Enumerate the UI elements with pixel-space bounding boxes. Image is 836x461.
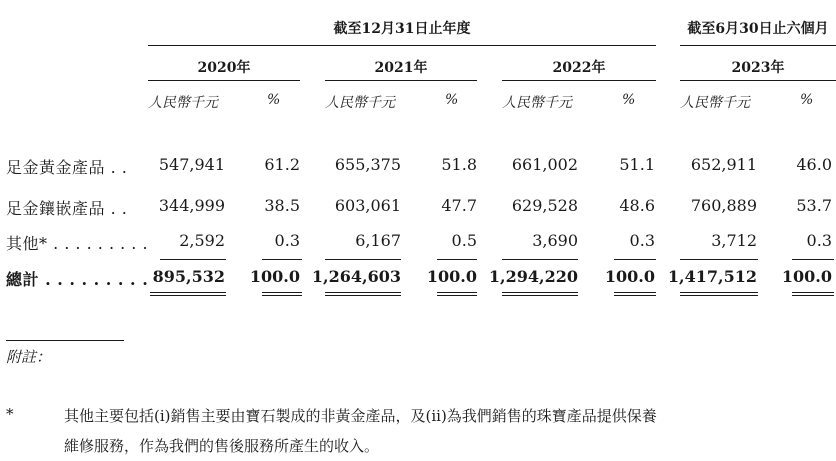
unit-percent-2022: %	[622, 92, 636, 108]
notes-heading: 附註：	[6, 348, 52, 366]
year-header-2023: 2023年	[731, 60, 785, 76]
year-underline-2023	[680, 80, 836, 81]
total-double-rule	[614, 292, 656, 296]
table-cell: 760,889	[690, 196, 757, 215]
table-cell: 3,712	[711, 231, 757, 250]
notes-separator	[6, 340, 124, 341]
total-cell: 100.0	[781, 267, 832, 286]
table-cell: 0.3	[629, 231, 655, 250]
table-cell: 661,002	[511, 155, 578, 174]
table-cell: 655,375	[334, 155, 401, 174]
table-cell: 46.0	[796, 155, 832, 174]
total-cell: 100.0	[604, 267, 655, 286]
table-cell: 0.3	[806, 231, 832, 250]
unit-percent-2021: %	[445, 92, 459, 108]
period-header-half-year: 截至6月30日止六個月	[687, 21, 829, 37]
table-cell: 547,941	[158, 155, 225, 174]
total-cell: 1,264,603	[311, 267, 401, 286]
total-double-rule	[792, 292, 834, 296]
row-label-inlaid-products: 足金鑲嵌產品 . .	[6, 199, 128, 218]
table-cell: 3,690	[532, 231, 578, 250]
total-cell: 895,532	[152, 267, 225, 286]
subtotal-rule	[262, 259, 302, 260]
total-double-rule	[502, 292, 578, 296]
note-marker: *	[6, 405, 14, 423]
total-double-rule	[262, 292, 302, 296]
total-double-rule	[150, 292, 226, 296]
table-cell: 48.6	[619, 196, 655, 215]
table-cell: 2,592	[179, 231, 225, 250]
table-cell: 51.1	[619, 155, 655, 174]
unit-currency-2021: 人民幣千元	[325, 95, 395, 111]
year-underline-2022	[502, 80, 656, 81]
total-cell: 100.0	[426, 267, 477, 286]
year-underline-2020	[148, 80, 300, 81]
table-cell: 6,167	[355, 231, 401, 250]
unit-currency-2022: 人民幣千元	[502, 95, 572, 111]
table-cell: 603,061	[334, 196, 401, 215]
table-cell: 38.5	[264, 196, 300, 215]
period-underline-full	[148, 45, 656, 46]
period-header-full-year: 截至12月31日止年度	[333, 21, 471, 37]
subtotal-rule	[680, 259, 758, 260]
unit-currency-2023: 人民幣千元	[680, 95, 750, 111]
total-cell: 100.0	[249, 267, 300, 286]
table-cell: 51.8	[441, 155, 477, 174]
unit-currency-2020: 人民幣千元	[148, 95, 218, 111]
row-label-total: 總計 . . . . . . . . .	[6, 270, 149, 289]
subtotal-rule	[160, 259, 226, 260]
year-header-2022: 2022年	[552, 60, 606, 76]
total-cell: 1,417,512	[667, 267, 757, 286]
total-cell: 1,294,220	[488, 267, 578, 286]
year-header-2021: 2021年	[374, 60, 428, 76]
unit-percent-2023: %	[800, 92, 814, 108]
total-double-rule	[437, 292, 477, 296]
year-underline-2021	[325, 80, 477, 81]
subtotal-rule	[437, 259, 477, 260]
subtotal-rule	[614, 259, 656, 260]
table-cell: 344,999	[158, 196, 225, 215]
table-cell: 0.5	[451, 231, 477, 250]
note-line-2: 維修服務，作為我們的售後服務所產生的收入。	[64, 437, 380, 455]
subtotal-rule	[325, 259, 401, 260]
table-cell: 53.7	[796, 196, 832, 215]
total-double-rule	[325, 292, 401, 296]
table-cell: 629,528	[511, 196, 578, 215]
table-cell: 652,911	[690, 155, 757, 174]
row-label-gold-products: 足金黃金產品 . .	[6, 158, 128, 177]
period-underline-half	[680, 45, 836, 46]
subtotal-rule	[502, 259, 578, 260]
year-header-2020: 2020年	[197, 60, 251, 76]
subtotal-rule	[792, 259, 834, 260]
table-cell: 47.7	[441, 196, 477, 215]
unit-percent-2020: %	[267, 92, 281, 108]
table-cell: 0.3	[274, 231, 300, 250]
row-label-others: 其他* . . . . . . . . .	[6, 234, 149, 253]
note-line-1: 其他主要包括(i)銷售主要由寶石製成的非黃金產品，及(ii)為我們銷售的珠寶產品提供保養	[64, 407, 657, 425]
total-double-rule	[680, 292, 758, 296]
table-cell: 61.2	[264, 155, 300, 174]
